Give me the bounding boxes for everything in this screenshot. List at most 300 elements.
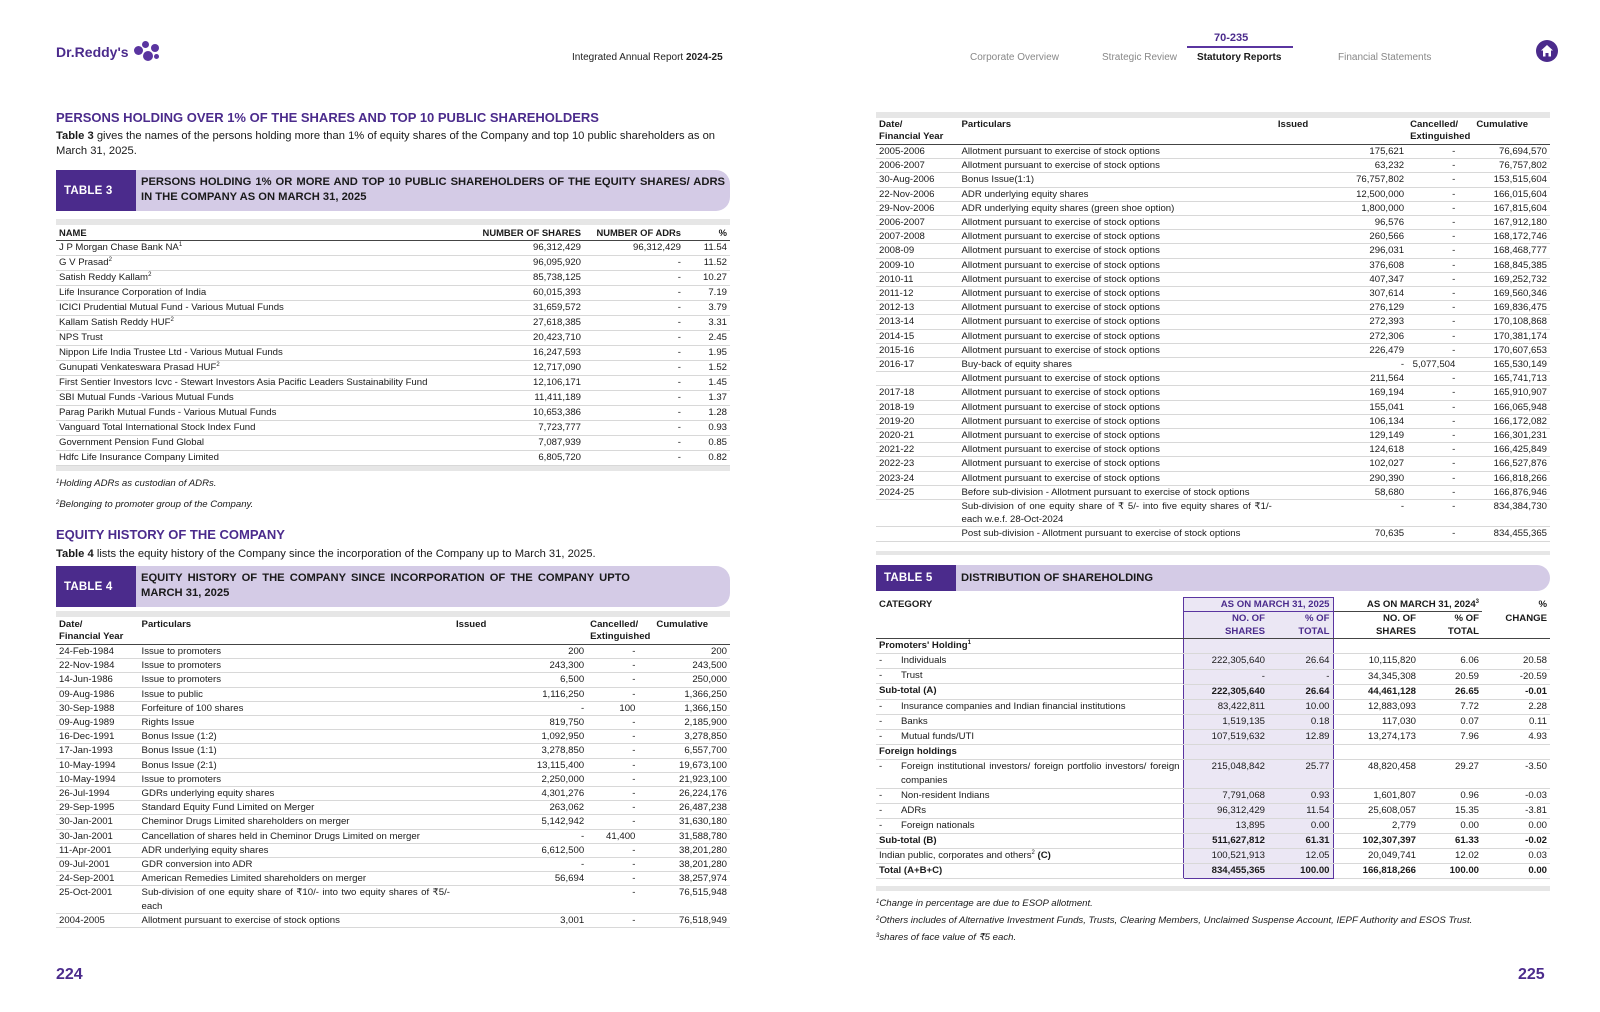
table3-row: [56, 331, 730, 346]
shares-2024-cell: 1,601,807: [1333, 789, 1419, 804]
shares-cell: 12,106,171: [468, 376, 584, 391]
issued-cell: 200: [453, 645, 587, 659]
table4-row: [876, 527, 1550, 541]
table4-row: [876, 485, 1550, 499]
pct-cell: 1.37: [684, 391, 730, 406]
particulars-cell: ADR underlying equity shares: [139, 843, 453, 857]
table5-row: [876, 654, 1550, 670]
adrs-cell: -: [584, 361, 684, 376]
shareholder-name: [56, 451, 468, 466]
category-label: Insurance companies and Indian financial institutions: [901, 700, 1126, 712]
table3-top-bar: [56, 219, 730, 225]
shares-2025-cell: 96,312,429: [1183, 804, 1268, 819]
category-label: Total (A+B+C): [879, 865, 943, 876]
particulars-cell: Allotment pursuant to exercise of stock options: [959, 230, 1275, 244]
category-label: Sub-total (A): [879, 685, 937, 696]
date-cell: 2013-14: [876, 315, 959, 329]
issued-cell: 56,694: [453, 872, 587, 886]
date-cell: 2018-19: [876, 400, 959, 414]
category-cell: [876, 834, 1183, 849]
table5-row: [876, 715, 1550, 730]
table4-top-bar: [56, 611, 730, 617]
particulars-cell: Bonus Issue(1:1): [959, 173, 1275, 187]
table3-row: [56, 346, 730, 361]
table3-row: [56, 256, 730, 271]
date-cell: 30-Jan-2001: [56, 815, 139, 829]
issued-cell: 296,031: [1275, 244, 1407, 258]
cumulative-cell: 170,607,653: [1473, 343, 1550, 357]
issued-cell: 260,566: [1275, 230, 1407, 244]
shareholder-name-text: First Sentier Investors Icvc - Stewart Investors Asia Pacific Leaders Sustainability Fund: [59, 377, 428, 388]
table5-row: [876, 834, 1550, 849]
date-cell: 2019-20: [876, 414, 959, 428]
pct-cell: 1.45: [684, 376, 730, 391]
issued-cell: 3,278,850: [453, 744, 587, 758]
shareholder-name-text: Government Pension Fund Global: [59, 437, 205, 448]
category-label: Trust: [901, 670, 923, 681]
category-label: Indian public, corporates and others: [879, 850, 1032, 861]
shares-cell: 20,423,710: [468, 331, 584, 346]
footnote-marker: 2: [170, 317, 174, 323]
adrs-cell: -: [584, 421, 684, 436]
cancelled-cell: -: [587, 843, 653, 857]
shares-cell: 7,087,939: [468, 436, 584, 451]
left-footnote-2: $^2$Belonging to promoter group of the Company.: [56, 499, 254, 510]
cumulative-cell: 38,201,280: [653, 858, 730, 872]
cumulative-cell: 76,518,949: [653, 913, 730, 927]
table4-cont-top-bar: [876, 112, 1550, 118]
footnote-marker: 2: [148, 272, 152, 278]
cancelled-cell: -: [1407, 414, 1473, 428]
table5-row: [876, 730, 1550, 745]
table4-row: [876, 386, 1550, 400]
cancelled-cell: -: [1407, 145, 1473, 159]
category-cell: [876, 849, 1183, 864]
issued-cell: -: [453, 701, 587, 715]
date-cell: 29-Sep-1995: [56, 801, 139, 815]
adrs-cell: -: [584, 346, 684, 361]
category-cell: [876, 760, 1183, 789]
cancelled-cell: -: [1407, 230, 1473, 244]
col-issued: Issued: [1275, 119, 1407, 145]
date-cell: 10-May-1994: [56, 758, 139, 772]
particulars-cell: Bonus Issue (1:2): [139, 730, 453, 744]
pct-2025-cell: 0.18: [1268, 715, 1333, 730]
cancelled-cell: 5,077,504: [1407, 358, 1473, 372]
shares-2024-cell: 166,818,266: [1333, 864, 1419, 879]
issued-cell: 124,618: [1275, 443, 1407, 457]
cumulative-cell: 31,630,180: [653, 815, 730, 829]
cancelled-cell: -: [587, 645, 653, 659]
particulars-cell: Issue to promoters: [139, 772, 453, 786]
issued-cell: 70,635: [1275, 527, 1407, 541]
particulars-cell: Allotment pursuant to exercise of stock options: [959, 216, 1275, 230]
cumulative-cell: 200: [653, 645, 730, 659]
shares-cell: 31,659,572: [468, 301, 584, 316]
table4-row: [876, 301, 1550, 315]
cumulative-cell: 76,757,802: [1473, 159, 1550, 173]
table4-row: [56, 716, 730, 730]
col-cumulative: Cumulative: [653, 619, 730, 645]
date-cell: [876, 527, 959, 541]
category-cell: [876, 654, 1183, 669]
cumulative-cell: 834,455,365: [1473, 527, 1550, 541]
issued-cell: -: [453, 829, 587, 843]
cumulative-cell: 167,912,180: [1473, 216, 1550, 230]
particulars-cell: American Remedies Limited shareholders on merger: [139, 872, 453, 886]
date-cell: 17-Jan-1993: [56, 744, 139, 758]
col-category: CATEGORY: [879, 598, 933, 610]
shares-2024-cell: 44,461,128: [1333, 684, 1419, 699]
table5-row: [876, 759, 1550, 789]
col-date: Date/ Financial Year: [56, 619, 139, 645]
shareholder-name: [56, 301, 468, 316]
particulars-cell: Allotment pursuant to exercise of stock options: [959, 414, 1275, 428]
category-cell: [876, 700, 1183, 715]
cumulative-cell: 31,588,780: [653, 829, 730, 843]
pct-2024-cell: 0.96: [1419, 789, 1482, 804]
pct-2024-cell: 6.06: [1419, 654, 1482, 670]
section-title-equity-history: EQUITY HISTORY OF THE COMPANY: [56, 527, 285, 542]
table4-row: [56, 730, 730, 744]
issued-cell: 1,092,950: [453, 730, 587, 744]
cumulative-cell: 170,381,174: [1473, 329, 1550, 343]
shareholder-name-text: NPS Trust: [59, 332, 103, 343]
col-shares: NUMBER OF SHARES: [468, 226, 584, 241]
table4-row: [56, 772, 730, 786]
category-cell: [876, 789, 1183, 804]
issued-cell: 376,608: [1275, 258, 1407, 272]
tab-financial-statements[interactable]: Financial Statements: [1338, 52, 1432, 63]
cumulative-cell: 6,557,700: [653, 744, 730, 758]
table5-row: [876, 684, 1550, 699]
issued-cell: -: [1275, 358, 1407, 372]
shareholder-name-text: SBI Mutual Funds -Various Mutual Funds: [59, 392, 234, 403]
cumulative-cell: 166,172,082: [1473, 414, 1550, 428]
table3-row: [56, 436, 730, 451]
particulars-cell: Allotment pursuant to exercise of stock options: [959, 471, 1275, 485]
pct-2025-cell: 11.54: [1268, 804, 1333, 819]
cumulative-cell: 169,560,346: [1473, 287, 1550, 301]
cancelled-cell: -: [587, 730, 653, 744]
shareholder-name-text: J P Morgan Chase Bank NA: [59, 242, 179, 253]
table5-row: [876, 639, 1550, 654]
cumulative-cell: 38,201,280: [653, 843, 730, 857]
table3-row: [56, 451, 730, 466]
shares-2024-cell: 2,779: [1333, 819, 1419, 834]
cancelled-cell: -: [1407, 244, 1473, 258]
shares-cell: 27,618,385: [468, 316, 584, 331]
tab-corporate-overview[interactable]: Corporate Overview: [970, 52, 1059, 63]
table4-row: [876, 471, 1550, 485]
date-cell: 22-Nov-1984: [56, 659, 139, 673]
cumulative-cell: 1,366,250: [653, 687, 730, 701]
pct-cell: 0.85: [684, 436, 730, 451]
change-cell: -0.01: [1482, 684, 1550, 699]
category-label: Foreign institutional investors/ foreign portfolio investors/ foreign companies: [901, 760, 1180, 786]
category-label: Foreign nationals: [901, 819, 975, 831]
particulars-cell: Issue to promoters: [139, 659, 453, 673]
shareholder-name: [56, 286, 468, 301]
col-particulars: Particulars: [959, 119, 1275, 145]
pct-cell: 1.52: [684, 361, 730, 376]
table4-row: [56, 843, 730, 857]
date-cell: 2004-2005: [56, 913, 139, 927]
footnote-marker: 2: [1031, 850, 1035, 856]
pct-2025-cell: 12.89: [1268, 730, 1333, 745]
date-cell: 2021-22: [876, 443, 959, 457]
shares-2025-cell: [1183, 639, 1268, 654]
table4-row: [56, 872, 730, 886]
table4-equity-history-right: [876, 119, 1550, 542]
category-label: Banks: [901, 715, 928, 727]
particulars-cell: Issue to promoters: [139, 673, 453, 687]
cancelled-cell: -: [587, 673, 653, 687]
cancelled-cell: -: [1407, 216, 1473, 230]
bullet-dash: -: [879, 730, 883, 742]
date-cell: 29-Nov-2006: [876, 201, 959, 215]
pct-2024-cell: 0.00: [1419, 819, 1482, 834]
issued-cell: 129,149: [1275, 429, 1407, 443]
cancelled-cell: -: [587, 858, 653, 872]
pct-2025-cell: [1268, 639, 1333, 654]
change-cell: -20.59: [1482, 669, 1550, 684]
table3-row: [56, 391, 730, 406]
shareholder-name: [56, 241, 468, 256]
cancelled-cell: -: [1407, 485, 1473, 499]
change-cell: -0.03: [1482, 789, 1550, 804]
adrs-cell: -: [584, 256, 684, 271]
date-cell: 16-Dec-1991: [56, 730, 139, 744]
issued-cell: 1,116,250: [453, 687, 587, 701]
bullet-dash: -: [879, 715, 883, 727]
table5-row: [876, 804, 1550, 819]
shares-2025-cell: [1183, 745, 1268, 760]
left-footnote-1: $^1$Holding ADRs as custodian of ADRs.: [56, 478, 217, 489]
pct-2024-cell: 7.96: [1419, 730, 1482, 745]
cumulative-cell: 1,366,150: [653, 701, 730, 715]
issued-cell: 6,500: [453, 673, 587, 687]
pct-cell: 7.19: [684, 286, 730, 301]
shares-cell: 96,312,429: [468, 241, 584, 256]
table4-row: [56, 829, 730, 843]
cumulative-cell: 153,515,604: [1473, 173, 1550, 187]
adrs-cell: -: [584, 451, 684, 466]
cumulative-cell: 169,252,732: [1473, 272, 1550, 286]
table3-shareholders: [56, 226, 730, 466]
table4-cont-header-row: [876, 119, 1550, 145]
table3-row: [56, 421, 730, 436]
date-cell: 2007-2008: [876, 230, 959, 244]
cancelled-cell: -: [587, 815, 653, 829]
issued-cell: 175,621: [1275, 145, 1407, 159]
table4-caption-band: [56, 566, 730, 607]
cancelled-cell: 100: [587, 701, 653, 715]
footnote-marker: 1: [967, 640, 971, 646]
table5-row: [876, 849, 1550, 864]
date-cell: 09-Aug-1986: [56, 687, 139, 701]
particulars-cell: Cheminor Drugs Limited shareholders on merger: [139, 815, 453, 829]
change-cell: 2.28: [1482, 699, 1550, 715]
particulars-cell: ADR underlying equity shares (green shoe option): [959, 201, 1275, 215]
right-footnote-3: $^3$shares of face value of ₹5 each.: [876, 932, 1017, 943]
adrs-cell: 96,312,429: [584, 241, 684, 256]
particulars-cell: Cancellation of shares held in Cheminor Drugs Limited on merger: [139, 829, 453, 843]
cumulative-cell: 2,185,900: [653, 716, 730, 730]
shares-2024-cell: 102,307,397: [1333, 834, 1419, 849]
table4-row: [876, 216, 1550, 230]
issued-cell: 307,614: [1275, 287, 1407, 301]
tab-statutory-reports[interactable]: Statutory Reports: [1197, 52, 1282, 63]
pct-cell: 11.52: [684, 256, 730, 271]
company-logo[interactable]: [56, 40, 162, 64]
adrs-cell: -: [584, 286, 684, 301]
change-cell: 0.00: [1482, 864, 1550, 879]
table4-row: [56, 659, 730, 673]
shareholder-name: [56, 256, 468, 271]
pct-cell: 0.82: [684, 451, 730, 466]
shareholder-name-text: Kallam Satish Reddy HUF: [59, 317, 171, 328]
issued-cell: -: [453, 858, 587, 872]
date-cell: 25-Oct-2001: [56, 886, 139, 913]
issued-cell: 263,062: [453, 801, 587, 815]
shareholder-name-text: Gunupati Venkateswara Prasad HUF: [59, 362, 217, 373]
date-cell: [876, 500, 959, 527]
cancelled-cell: -: [587, 872, 653, 886]
issued-cell: 63,232: [1275, 159, 1407, 173]
table4-equity-history-left: [56, 619, 730, 928]
date-cell: 2010-11: [876, 272, 959, 286]
table3-row: [56, 241, 730, 256]
table4-caption: EQUITY HISTORY OF THE COMPANY SINCE INCORPORATION OF THE COMPANY UPTO MARCH 31, 2025: [141, 572, 630, 599]
col-pct-change-1: %: [1538, 598, 1547, 610]
cumulative-cell: 168,172,746: [1473, 230, 1550, 244]
bullet-dash: -: [879, 804, 883, 816]
particulars-cell: GDR conversion into ADR: [139, 858, 453, 872]
table4-bottom-bar: [876, 551, 1550, 555]
shareholder-name-text: Vanguard Total International Stock Index Fund: [59, 422, 256, 433]
particulars-cell: Allotment pursuant to exercise of stock options: [959, 429, 1275, 443]
particulars-cell: Allotment pursuant to exercise of stock options: [959, 457, 1275, 471]
cancelled-cell: -: [1407, 372, 1473, 386]
category-cell: [876, 745, 1183, 760]
col-shares-2024: NO. OF SHARES: [1333, 612, 1419, 639]
change-cell: 0.11: [1482, 715, 1550, 730]
shares-cell: 10,653,386: [468, 406, 584, 421]
particulars-cell: Allotment pursuant to exercise of stock options: [959, 287, 1275, 301]
issued-cell: 407,347: [1275, 272, 1407, 286]
shares-cell: 96,095,920: [468, 256, 584, 271]
table3-row: [56, 301, 730, 316]
page-range: 70-235: [1214, 32, 1249, 44]
issued-cell: 169,194: [1275, 386, 1407, 400]
category-label: ADRs: [901, 804, 927, 816]
adrs-cell: -: [584, 301, 684, 316]
cancelled-cell: -: [587, 716, 653, 730]
particulars-cell: Post sub-division - Allotment pursuant to exercise of stock options: [959, 527, 1275, 541]
adrs-cell: -: [584, 436, 684, 451]
particulars-cell: Bonus Issue (2:1): [139, 758, 453, 772]
shareholder-name-text: Hdfc Life Insurance Company Limited: [59, 452, 219, 463]
cancelled-cell: -: [1407, 471, 1473, 485]
table3-row: [56, 361, 730, 376]
table4-row: [56, 886, 730, 913]
issued-cell: 96,576: [1275, 216, 1407, 230]
date-cell: 24-Feb-1984: [56, 645, 139, 659]
particulars-cell: Rights Issue: [139, 716, 453, 730]
issued-cell: -: [1275, 500, 1407, 527]
shares-2024-cell: [1333, 639, 1419, 654]
cumulative-cell: 38,257,974: [653, 872, 730, 886]
pct-2025-cell: 26.64: [1268, 684, 1333, 699]
cumulative-cell: 168,468,777: [1473, 244, 1550, 258]
section-intro-equity-history: Table 4 lists the equity history of the Company since the incorporation of the Company up to March 31, 2025.: [56, 548, 596, 560]
col-group-2024: AS ON MARCH 31, 2024$^3$: [1333, 598, 1482, 612]
pct-cell: 1.28: [684, 406, 730, 421]
issued-cell: 106,134: [1275, 414, 1407, 428]
col-pct: %: [684, 226, 730, 241]
particulars-cell: Allotment pursuant to exercise of stock options: [959, 145, 1275, 159]
pct-2024-cell: 20.59: [1419, 669, 1482, 684]
cancelled-cell: -: [587, 886, 653, 913]
date-cell: 2011-12: [876, 287, 959, 301]
shares-2024-cell: 20,049,741: [1333, 849, 1419, 864]
cancelled-cell: -: [1407, 343, 1473, 357]
issued-cell: 12,500,000: [1275, 187, 1407, 201]
table4-row: [876, 287, 1550, 301]
table4-row: [876, 372, 1550, 386]
table5-row: [876, 699, 1550, 715]
pct-2025-cell: [1268, 745, 1333, 760]
cumulative-cell: 170,108,868: [1473, 315, 1550, 329]
cumulative-cell: 165,910,907: [1473, 386, 1550, 400]
table5-row: [876, 789, 1550, 804]
cumulative-cell: 166,876,946: [1473, 485, 1550, 499]
shares-cell: 11,411,189: [468, 391, 584, 406]
table3-row: [56, 406, 730, 421]
issued-cell: 2,250,000: [453, 772, 587, 786]
section-nav: [960, 30, 1460, 70]
col-adrs: NUMBER OF ADRs: [584, 226, 684, 241]
cancelled-cell: -: [1407, 386, 1473, 400]
table5-row: [876, 669, 1550, 684]
particulars-cell: Sub-division of one equity share of ₹ 5/- into five equity shares of ₹1/- each w.e.f. 28-Oct-2024: [959, 500, 1275, 527]
table4-row: [56, 687, 730, 701]
cancelled-cell: -: [1407, 429, 1473, 443]
cancelled-cell: -: [1407, 400, 1473, 414]
home-button[interactable]: [1536, 40, 1558, 62]
table4-row: [876, 315, 1550, 329]
pct-2025-cell: 61.31: [1268, 834, 1333, 849]
shares-2024-cell: 117,030: [1333, 715, 1419, 730]
particulars-cell: Issue to public: [139, 687, 453, 701]
category-cell: [876, 804, 1183, 819]
issued-cell: 290,390: [1275, 471, 1407, 485]
cumulative-cell: 167,815,604: [1473, 201, 1550, 215]
table3-row: [56, 286, 730, 301]
date-cell: 2017-18: [876, 386, 959, 400]
change-cell: -3.81: [1482, 804, 1550, 819]
col-name: NAME: [56, 226, 468, 241]
date-cell: 2024-25: [876, 485, 959, 499]
table4-row: [876, 400, 1550, 414]
cumulative-cell: 165,741,713: [1473, 372, 1550, 386]
particulars-cell: Issue to promoters: [139, 645, 453, 659]
category-cell: [876, 684, 1183, 699]
tab-strategic-review[interactable]: Strategic Review: [1102, 52, 1178, 63]
cancelled-cell: -: [587, 659, 653, 673]
cancelled-cell: -: [1407, 272, 1473, 286]
